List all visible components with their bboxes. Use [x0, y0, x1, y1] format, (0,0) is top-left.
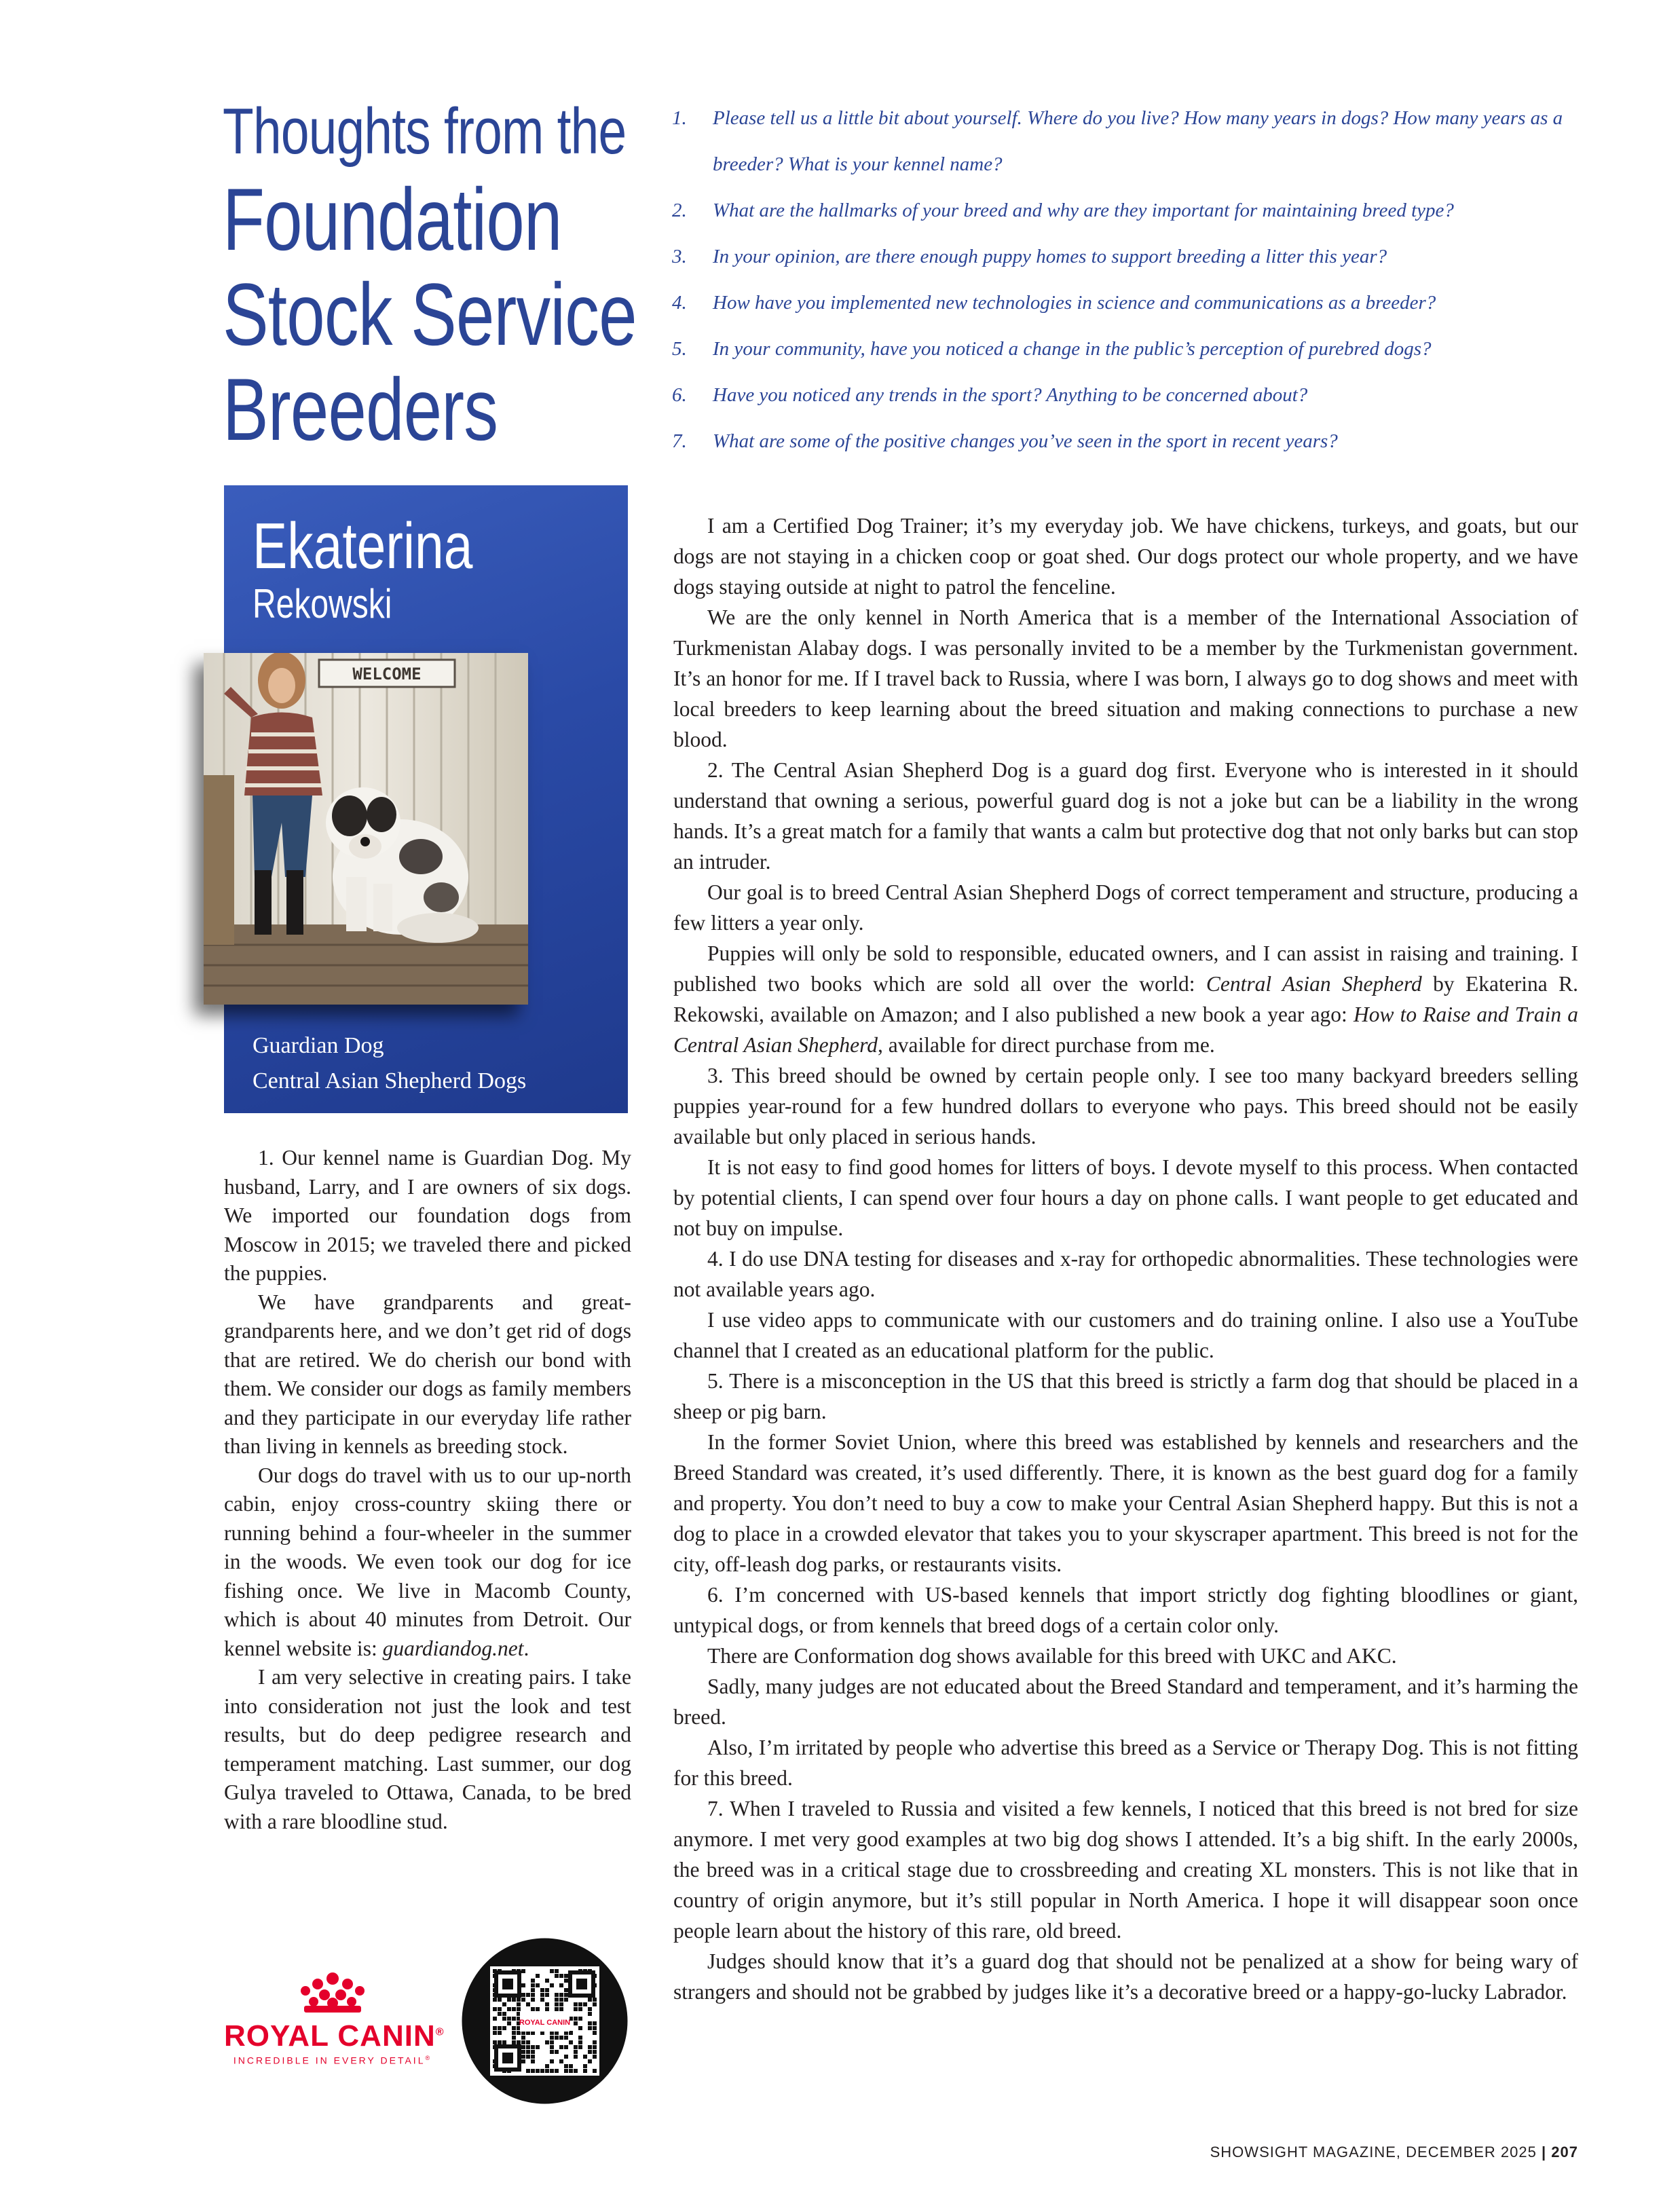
- question-text: Please tell us a little bit about yourself. Where do you live? How many years in dogs? How many years as a breeder? What is your kennel name?: [713, 107, 1563, 175]
- qr-module: [526, 2045, 530, 2049]
- qr-module: [526, 2002, 530, 2006]
- qr-module: [555, 2002, 559, 2006]
- qr-module: [564, 2055, 568, 2059]
- qr-module: [588, 2021, 592, 2025]
- qr-module: [493, 2026, 497, 2030]
- question-text: Have you noticed any trends in the sport? Anything to be concerned about?: [713, 384, 1308, 406]
- paragraph: 1. Our kennel name is Guardian Dog. My husband, Larry, and I are owners of six dogs. We imported our foundation dogs from Moscow in 2015; we traveled there and picked the puppies.: [224, 1146, 631, 1285]
- brand-tagline: [224, 2055, 441, 2066]
- qr-module: [593, 1998, 597, 2002]
- qr-module: [536, 1983, 540, 1987]
- qr-module: [521, 2045, 525, 2049]
- question-item: [672, 233, 1609, 280]
- paragraph: Judges should know that it’s a guard dog that should not be penalized at a show for being wary of strangers and should not be grabbed by judges like it’s a decorative breed or a happy-go-lucky Labrador.: [673, 1949, 1578, 2004]
- qr-module: [578, 2007, 582, 2011]
- qr-module: [507, 2017, 511, 2021]
- qr-module: [545, 1979, 549, 1983]
- qr-module: [550, 1983, 554, 1987]
- question-text: In your community, have you noticed a change in the public’s perception of purebred dogs?: [713, 338, 1432, 360]
- qr-module: [502, 2012, 506, 2016]
- qr-module: [536, 2069, 540, 2073]
- qr-module: [564, 2069, 568, 2073]
- qr-module: [517, 2040, 521, 2044]
- qr-module: [574, 2007, 578, 2011]
- qr-module: [531, 2069, 535, 2073]
- qr-module: [512, 1998, 516, 2002]
- qr-module: [545, 2064, 549, 2068]
- qr-module: [512, 2036, 516, 2040]
- website-link[interactable]: guardiandog.net: [382, 1636, 524, 1660]
- qr-module: [578, 2017, 582, 2021]
- qr-module: [550, 2050, 554, 2054]
- paragraph-text: Our dogs do travel with us to our up-north cabin, enjoy cross-country skiing there or running behind a four-wheeler in the summer in the woods. We even took our dog for ice fishing once. We live in Macomb County, which is about 40 minutes from Detroit. Our kennel website is:: [224, 1463, 631, 1660]
- question-text: What are some of the positive changes you’ve seen in the sport in recent years?: [713, 430, 1338, 452]
- paragraph-text: Puppies will only be sold to responsible, educated owners, and I can assist in raising and training. I published two books which are sold all over the world:: [673, 941, 1578, 996]
- paragraph: I am a Certified Dog Trainer; it’s my everyday job. We have chickens, turkeys, and goats, but our dogs are not staying in a chicken coop or goat shed. Our dogs protect our whole property, and we have dogs staying outside at night to patrol the fenceline.: [673, 514, 1578, 599]
- qr-module: [550, 1969, 554, 1973]
- qr-module: [593, 2040, 597, 2044]
- question-text: How have you implemented new technologies in science and communications as a breeder?: [713, 292, 1436, 314]
- qr-module: [531, 1988, 535, 1992]
- qr-module: [493, 2017, 497, 2021]
- title-line-3: Stock Service: [223, 265, 637, 364]
- question-number: 7.: [672, 430, 687, 452]
- qr-module: [512, 2031, 516, 2035]
- tagline-mark: ®: [425, 2055, 432, 2061]
- article-title: [223, 92, 637, 459]
- qr-module: [559, 2007, 563, 2011]
- qr-module: [559, 1983, 563, 1987]
- qr-module: [498, 2007, 502, 2011]
- qr-module: [545, 2040, 549, 2044]
- qr-module: [545, 2007, 549, 2011]
- breeder-last-name: Rekowski: [253, 581, 392, 626]
- qr-module: [512, 2026, 516, 2030]
- qr-module: [588, 1998, 592, 2002]
- qr-module: [507, 1998, 511, 2002]
- qr-module: [564, 2045, 568, 2049]
- paragraph: We are the only kennel in North America that is a member of the International Association of Turkmenistan Alabay dogs. I was personally invited to be a member by the Turkmenistan government. It’s an honor for me. If I travel back to Russia, where I was born, I always go to dog shows and meet with local breeders to keep learning about the breed situation and making connections to purchase a new blood.: [673, 605, 1578, 751]
- qr-module: [593, 2045, 597, 2049]
- qr-module: [578, 2040, 582, 2044]
- qr-module: [559, 1998, 563, 2002]
- qr-module: [521, 1969, 525, 1973]
- qr-module: [559, 2002, 563, 2006]
- paragraph: We have grandparents and great-grandparents here, and we don’t get rid of dogs that are retired. We do cherish our bond with them. We consider our dogs as family members and they participate in our everyday life rather than living in kennels as breeding stock.: [224, 1290, 631, 1458]
- qr-module: [502, 2002, 506, 2006]
- paragraph: Our goal is to breed Central Asian Shepherd Dogs of correct temperament and structure, producing a few litters a year only.: [673, 880, 1578, 935]
- title-line-2: Foundation: [223, 170, 562, 269]
- qr-module: [493, 1998, 497, 2002]
- qr-module: [574, 2050, 578, 2054]
- qr-module: [593, 2031, 597, 2035]
- qr-module: [564, 1993, 568, 1997]
- brand-name: [224, 2019, 445, 2053]
- qr-module: [521, 1993, 525, 1997]
- qr-brand-label: ROYAL CANIN: [519, 2019, 571, 2027]
- qr-module: [526, 2069, 530, 2073]
- qr-module: [564, 2036, 568, 2040]
- qr-module: [574, 2069, 578, 2073]
- qr-module: [536, 2045, 540, 2049]
- qr-module: [498, 2012, 502, 2016]
- qr-module: [583, 2069, 587, 2073]
- qr-module: [555, 1974, 559, 1978]
- qr-module: [583, 2064, 587, 2068]
- qr-module: [531, 1998, 535, 2002]
- qr-module: [564, 2064, 568, 2068]
- qr-module: [540, 1988, 544, 1992]
- qr-module: [550, 2069, 554, 2073]
- question-number: 4.: [672, 292, 687, 314]
- paragraph: 7. When I traveled to Russia and visited a few kennels, I noticed that this breed is not bred for size anymore. I met very good examples at two big dog shows I attended. It’s a big shift. In the early 2000s, the breed was in a critical stage due to crossbreeding and creating XL monsters. This is not like that in country of origin anymore, but it’s still popular in North America. I hope it will disappear soon once people learn about the history of this rare, old breed.: [673, 1797, 1578, 1943]
- question-item: [672, 187, 1609, 233]
- qr-module: [574, 2055, 578, 2059]
- qr-module: [593, 2021, 597, 2025]
- qr-module: [493, 2040, 497, 2044]
- qr-module: [564, 1979, 568, 1983]
- paragraph: [673, 938, 1578, 1060]
- paragraph: In the former Soviet Union, where this breed was established by kennels and researchers and the Breed Standard was created, it’s used differently. There, it is known as the best guard dog for a family and property. You don’t need to buy a cow to make your Central Asian Shepherd happy. But this is not a dog to place in a crowded elevator that takes you to your skyscraper apartment. This breed is not for the city, off-leash dog parks, or restaurants visits.: [673, 1430, 1578, 1576]
- qr-module: [593, 2050, 597, 2054]
- question-item: [672, 372, 1609, 418]
- qr-module: [564, 1988, 568, 1992]
- qr-module: [550, 2036, 554, 2040]
- qr-module: [550, 2040, 554, 2044]
- qr-module: [540, 1993, 544, 1997]
- qr-module: [531, 2059, 535, 2063]
- qr-module: [583, 2002, 587, 2006]
- breed-name: Central Asian Shepherd Dogs: [253, 1068, 527, 1093]
- question-list: [672, 95, 1609, 464]
- qr-module: [521, 2050, 525, 2054]
- question-item: [672, 280, 1609, 326]
- breeder-photo-illustration: [204, 653, 528, 1005]
- title-line-1: Thoughts from the: [223, 95, 627, 168]
- paragraph: 4. I do use DNA testing for diseases and x-ray for orthopedic abnormalities. These technologies were not available years ago.: [673, 1247, 1578, 1301]
- paragraph: 5. There is a misconception in the US that this breed is strictly a farm dog that should be placed in a sheep or pig barn.: [673, 1369, 1578, 1423]
- qr-module: [526, 1993, 530, 1997]
- tagline-text: INCREDIBLE IN EVERY DETAIL: [233, 2055, 426, 2066]
- qr-module: [540, 1998, 544, 2002]
- question-item: [672, 326, 1609, 372]
- qr-module: [559, 1974, 563, 1978]
- qr-module: [564, 1998, 568, 2002]
- question-number: 2.: [672, 200, 687, 221]
- qr-module: [569, 2040, 573, 2044]
- qr-module: [531, 2045, 535, 2049]
- qr-module: [521, 2059, 525, 2063]
- magazine-issue: SHOWSIGHT MAGAZINE, DECEMBER 2025: [1210, 2144, 1537, 2160]
- book-title-1: Central Asian Shepherd: [1206, 972, 1422, 996]
- qr-module: [502, 2040, 506, 2044]
- qr-module: [555, 1969, 559, 1973]
- qr-module: [593, 2055, 597, 2059]
- qr-module: [493, 2007, 497, 2011]
- paragraph: Also, I’m irritated by people who advertise this breed as a Service or Therapy Dog. This is not fitting for this breed.: [673, 1736, 1578, 1790]
- qr-module: [564, 1974, 568, 1978]
- qr-module: [559, 2059, 563, 2063]
- question-text: In your opinion, are there enough puppy homes to support breeding a litter this year?: [713, 246, 1387, 267]
- qr-module: [559, 1993, 563, 1997]
- paragraph: 2. The Central Asian Shepherd Dog is a guard dog first. Everyone who is interested in it should understand that owning a serious, powerful guard dog is not a joke but can be a liability in the wrong hands. It’s a great match for a family that wants a calm but protective dog that not only barks but can stop an intruder.: [673, 758, 1578, 874]
- qr-module: [588, 2007, 592, 2011]
- qr-module: [593, 2026, 597, 2030]
- qr-module: [545, 2002, 549, 2006]
- breeder-first-name: Ekaterina: [253, 510, 473, 582]
- qr-module: [578, 2045, 582, 2049]
- qr-module: [583, 2055, 587, 2059]
- qr-module: [498, 2040, 502, 2044]
- paragraph-text: by Ekaterina R. Rekowski, available on Amazon; and I also published a new book a year ago:: [673, 972, 1578, 1026]
- paragraph: 3. This breed should be owned by certain people only. I see too many backyard breeders selling puppies year-round for a few hundred dollars to everyone who pays. This breed should not be easily available but only placed in serious hands.: [673, 1064, 1578, 1148]
- left-article-column: [224, 1144, 631, 1836]
- qr-module: [526, 2040, 530, 2044]
- page-number: 207: [1551, 2144, 1578, 2160]
- qr-module: [526, 2055, 530, 2059]
- paragraph: There are Conformation dog shows available for this breed with UKC and AKC.: [707, 1644, 1397, 1668]
- qr-module: [502, 2026, 506, 2030]
- kennel-info: [253, 1028, 526, 1099]
- qr-module: [588, 2012, 592, 2016]
- paragraph: Sadly, many judges are not educated about the Breed Standard and temperament, and it’s harming the breed.: [673, 1675, 1578, 1729]
- qr-module: [569, 2064, 573, 2068]
- qr-module: [588, 2050, 592, 2054]
- question-text: What are the hallmarks of your breed and why are they important for maintaining breed type?: [713, 200, 1454, 221]
- qr-module: [545, 1993, 549, 1997]
- qr-module: [588, 2026, 592, 2030]
- qr-module: [559, 2036, 563, 2040]
- kennel-name: Guardian Dog: [253, 1033, 384, 1058]
- qr-module: [593, 2069, 597, 2073]
- qr-module: [569, 2069, 573, 2073]
- qr-module: [521, 1983, 525, 1987]
- qr-module: [578, 2026, 582, 2030]
- qr-code[interactable]: [462, 1938, 628, 2104]
- qr-module: [574, 2021, 578, 2025]
- qr-module: [493, 2031, 497, 2035]
- qr-module: [555, 2050, 559, 2054]
- question-item: [672, 95, 1609, 187]
- qr-module: [574, 2017, 578, 2021]
- book-title-2: How to Raise and Train a Central Asian Shepherd: [673, 1003, 1578, 1057]
- paragraph-text: , available for direct purchase from me.: [878, 1033, 1215, 1057]
- qr-module: [545, 2069, 549, 2073]
- qr-module: [498, 2031, 502, 2035]
- paragraph: I use video apps to communicate with our customers and do training online. I also use a YouTube channel that I created as an educational platform for the public.: [673, 1308, 1578, 1362]
- paragraph: Our dogs do travel with us to our up-north cabin, enjoy cross-country skiing there or running behind a four-wheeler in the summer in the woods. We even took our dog for ice fishing once. We live in Macomb County, which is about 40 minutes from Detroit. Our kennel website is: guardiandog.net.: [224, 1463, 631, 1660]
- qr-module: [521, 2055, 525, 2059]
- qr-module: [588, 2045, 592, 2049]
- crown-icon: [291, 1972, 375, 2014]
- qr-module: [593, 2002, 597, 2006]
- qr-module: [536, 2007, 540, 2011]
- footer-separator: |: [1542, 2144, 1547, 2160]
- qr-module: [512, 2017, 516, 2021]
- qr-module: [531, 1983, 535, 1987]
- qr-module: [540, 2069, 544, 2073]
- qr-module: [555, 2069, 559, 2073]
- page-footer: [1210, 2144, 1578, 2161]
- qr-module: [531, 1979, 535, 1983]
- question-number: 5.: [672, 338, 687, 360]
- qr-module: [555, 1993, 559, 1997]
- qr-module: [588, 2059, 592, 2063]
- qr-module: [521, 2036, 525, 2040]
- qr-module: [521, 2040, 525, 2044]
- qr-module: [555, 2007, 559, 2011]
- question-number: 1.: [672, 107, 687, 129]
- qr-module: [531, 1993, 535, 1997]
- qr-module: [555, 2036, 559, 2040]
- right-article-column: [673, 510, 1578, 2007]
- qr-module: [526, 2050, 530, 2054]
- royal-canin-logo: [224, 1972, 445, 2067]
- welcome-sign: WELCOME: [352, 665, 422, 684]
- paragraph: I am very selective in creating pairs. I take into consideration not just the look and test results, but do deep pedigree research and temperament matching. Last summer, our dog Gulya traveled to Ottawa, Canada, to be bred with a rare bloodline stud.: [224, 1665, 631, 1833]
- qr-module: [512, 2007, 516, 2011]
- qr-module: [498, 1998, 502, 2002]
- qr-module: [521, 1998, 525, 2002]
- qr-module: [507, 2007, 511, 2011]
- brand-text: ROYAL CANIN: [224, 2019, 436, 2053]
- qr-module: [512, 2040, 516, 2044]
- question-number: 6.: [672, 384, 687, 406]
- qr-module: [517, 1998, 521, 2002]
- qr-module: [574, 2045, 578, 2049]
- qr-module: [536, 1974, 540, 1978]
- question-number: 3.: [672, 246, 687, 267]
- title-line-4: Breeders: [223, 360, 498, 459]
- qr-module: [498, 2026, 502, 2030]
- paragraph: It is not easy to find good homes for litters of boys. I devote myself to this process. When contacted by potential clients, I can spend over four hours a day on phone calls. I want people to get educated and not buy on impulse.: [673, 1155, 1578, 1240]
- breeder-photo: [204, 653, 528, 1005]
- qr-module: [574, 2002, 578, 2006]
- registered-mark: ®: [435, 2026, 445, 2038]
- qr-module: [555, 1998, 559, 2002]
- qr-module: [531, 2050, 535, 2054]
- qr-module: [502, 2017, 506, 2021]
- qr-module: [517, 2007, 521, 2011]
- qr-module: [531, 2055, 535, 2059]
- qr-module: [517, 2002, 521, 2006]
- question-item: [672, 418, 1609, 464]
- qr-module: [578, 2002, 582, 2006]
- qr-module: [578, 2036, 582, 2040]
- qr-module: [550, 2059, 554, 2063]
- qr-module: [507, 2021, 511, 2025]
- qr-module: [559, 2045, 563, 2049]
- qr-module: [550, 2045, 554, 2049]
- qr-module: [531, 2007, 535, 2011]
- paragraph: 6. I’m concerned with US-based kennels that import strictly dog fighting bloodlines or giant, untypical dogs, or from kennels that breed dogs of a certain color only.: [673, 1583, 1578, 1637]
- qr-module: [545, 1988, 549, 1992]
